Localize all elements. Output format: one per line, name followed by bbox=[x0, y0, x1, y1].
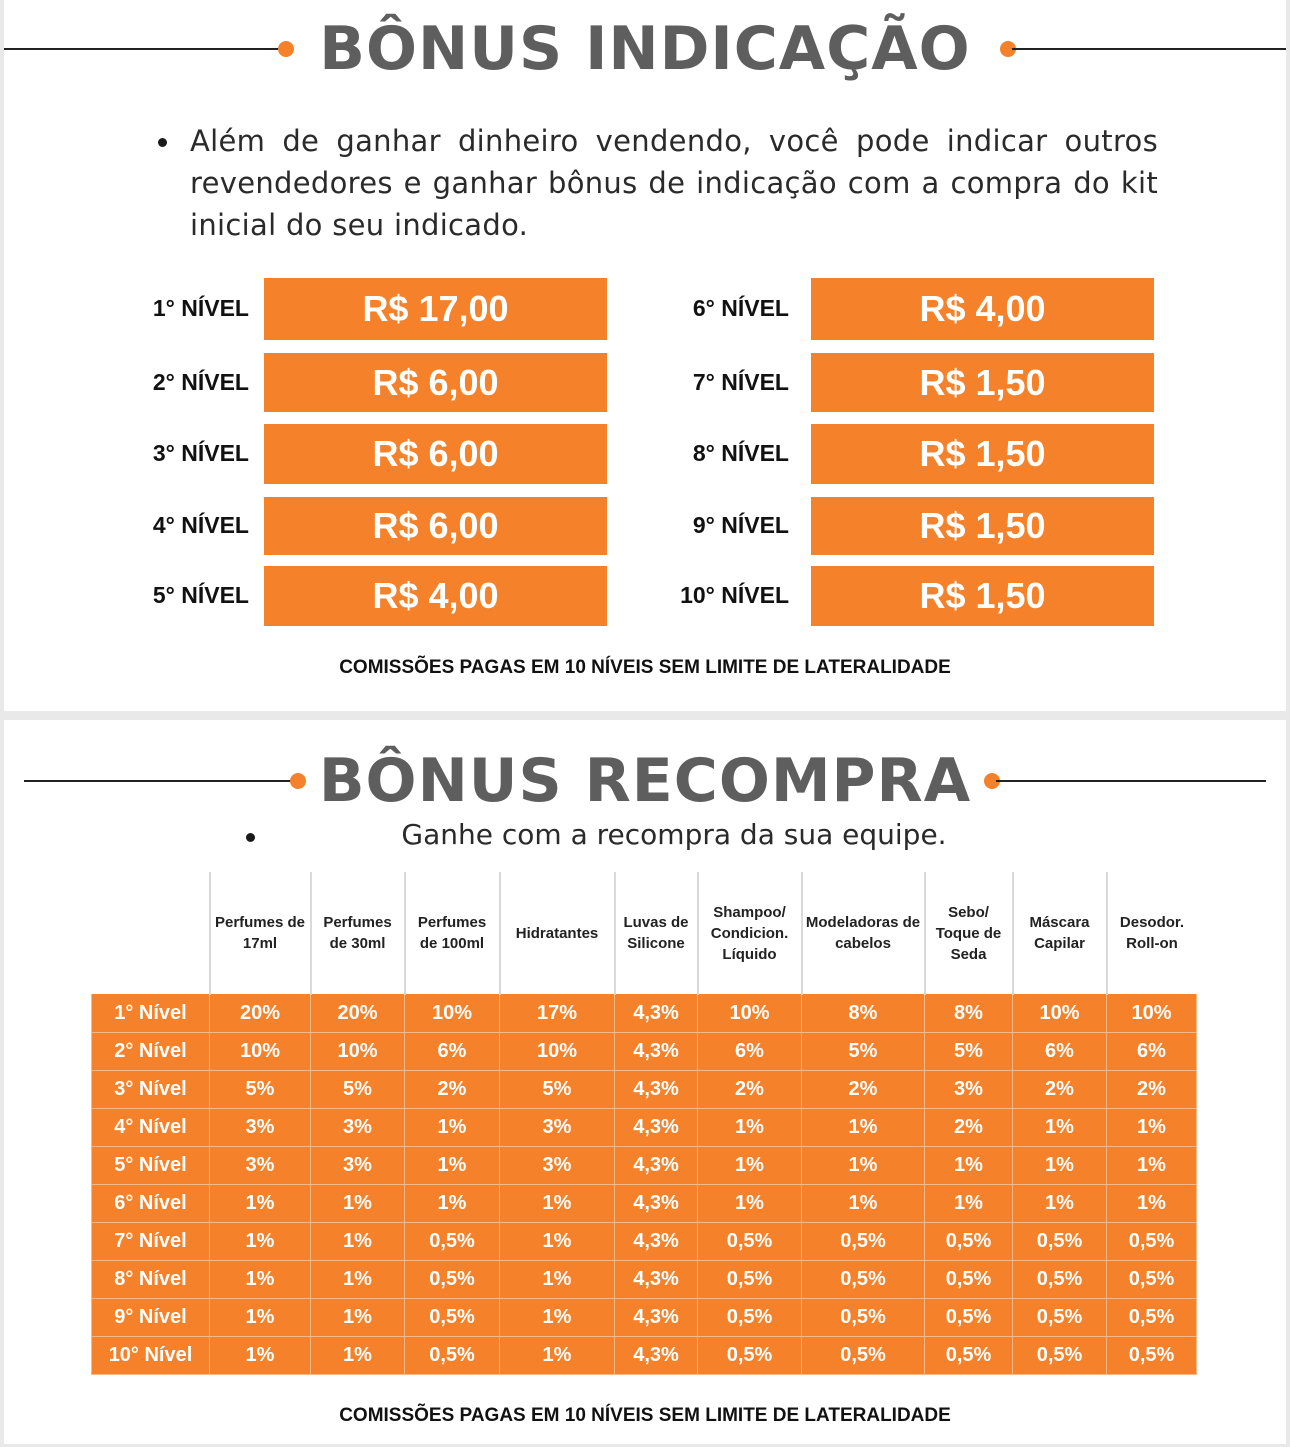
table-cell: 0,5% bbox=[405, 1299, 500, 1337]
level-value-box: R$ 1,50 bbox=[811, 353, 1154, 412]
subtitle: Ganhe com a recompra da sua equipe. bbox=[401, 818, 947, 851]
table-cell: 8% bbox=[802, 995, 925, 1033]
level-label: 4° NÍVEL bbox=[152, 512, 249, 538]
bullet bbox=[246, 833, 255, 842]
level-label: 5° NÍVEL bbox=[152, 582, 249, 608]
bonus-recompra-card bbox=[4, 720, 1286, 1444]
table-cell: 1% bbox=[500, 1261, 615, 1299]
table-row bbox=[92, 1033, 1197, 1071]
table-cell: 1% bbox=[1107, 1185, 1197, 1223]
table-cell: 0,5% bbox=[1013, 1223, 1107, 1261]
table-cell: 6% bbox=[405, 1033, 500, 1071]
bullet bbox=[158, 138, 167, 147]
level-label: 7° NÍVEL bbox=[692, 368, 789, 395]
table-cell: 1% bbox=[1013, 1109, 1107, 1147]
table-cell: 1% bbox=[698, 1147, 802, 1185]
column-header: Máscara Capilar bbox=[1013, 872, 1107, 995]
table-cell: 4,3% bbox=[615, 1261, 698, 1299]
table-cell: 1% bbox=[405, 1109, 500, 1147]
column-header: Perfumes de 30ml bbox=[311, 872, 405, 995]
table-cell: 0,5% bbox=[1107, 1261, 1197, 1299]
table-cell: 10% bbox=[500, 1033, 615, 1071]
table-row bbox=[92, 1147, 1197, 1185]
table-cell: 1% bbox=[1013, 1147, 1107, 1185]
row-level-label: 3° Nível bbox=[92, 1071, 210, 1109]
column-header: Perfumes de 100ml bbox=[405, 872, 500, 995]
section-header bbox=[4, 14, 1286, 84]
table-cell: 17% bbox=[500, 995, 615, 1033]
table-row bbox=[92, 1299, 1197, 1337]
level-label: 10° NÍVEL bbox=[680, 582, 789, 608]
column-header: Shampoo/ Condicion. Líquido bbox=[698, 872, 802, 995]
table-cell: 1% bbox=[1013, 1185, 1107, 1223]
table-cell: 10% bbox=[405, 995, 500, 1033]
table-cell: 0,5% bbox=[802, 1261, 925, 1299]
table-cell: 0,5% bbox=[405, 1261, 500, 1299]
column-header: Modeladoras de cabelos bbox=[802, 872, 925, 995]
table-cell: 0,5% bbox=[802, 1223, 925, 1261]
table-cell: 1% bbox=[802, 1109, 925, 1147]
recompra-table bbox=[91, 872, 1197, 1375]
table-cell: 2% bbox=[405, 1071, 500, 1109]
table-cell: 10% bbox=[1107, 995, 1197, 1033]
table-cell: 4,3% bbox=[615, 1223, 698, 1261]
table-cell: 1% bbox=[311, 1223, 405, 1261]
table-cell: 1% bbox=[1107, 1109, 1197, 1147]
column-header: Perfumes de 17ml bbox=[210, 872, 311, 995]
row-level-label: 7° Nível bbox=[92, 1223, 210, 1261]
table-cell: 4,3% bbox=[615, 1147, 698, 1185]
table-cell: 10% bbox=[1013, 995, 1107, 1033]
level-label: 6° NÍVEL bbox=[692, 295, 789, 321]
table-cell: 0,5% bbox=[698, 1223, 802, 1261]
column-header: Hidratantes bbox=[500, 872, 615, 995]
level-value-box: R$ 4,00 bbox=[811, 278, 1154, 340]
table-row bbox=[92, 1223, 1197, 1261]
table-cell: 0,5% bbox=[1013, 1337, 1107, 1375]
table-cell: 10% bbox=[311, 1033, 405, 1071]
table-cell: 0,5% bbox=[405, 1337, 500, 1375]
table-cell: 1% bbox=[210, 1261, 311, 1299]
table-cell: 3% bbox=[925, 1071, 1013, 1109]
table-cell: 1% bbox=[405, 1185, 500, 1223]
table-cell: 20% bbox=[210, 995, 311, 1033]
table-row bbox=[92, 1185, 1197, 1223]
table-cell: 0,5% bbox=[1107, 1223, 1197, 1261]
level-label: 1° NÍVEL bbox=[152, 295, 249, 321]
table-cell: 1% bbox=[802, 1147, 925, 1185]
table-cell: 0,5% bbox=[698, 1299, 802, 1337]
table-cell: 4,3% bbox=[615, 1337, 698, 1375]
table-cell: 4,3% bbox=[615, 1109, 698, 1147]
table-cell: 0,5% bbox=[925, 1337, 1013, 1375]
table-cell: 10% bbox=[698, 995, 802, 1033]
table-cell: 0,5% bbox=[802, 1337, 925, 1375]
row-level-label: 5° Nível bbox=[92, 1147, 210, 1185]
table-cell: 1% bbox=[311, 1185, 405, 1223]
table-cell: 3% bbox=[311, 1109, 405, 1147]
table-cell: 5% bbox=[210, 1071, 311, 1109]
table-cell: 0,5% bbox=[1107, 1337, 1197, 1375]
level-value-box: R$ 4,00 bbox=[264, 566, 607, 626]
table-cell: 5% bbox=[802, 1033, 925, 1071]
table-cell: 1% bbox=[311, 1299, 405, 1337]
column-header: Luvas de Silicone bbox=[615, 872, 698, 995]
table-cell: 5% bbox=[925, 1033, 1013, 1071]
table-cell: 1% bbox=[925, 1185, 1013, 1223]
level-value-box: R$ 6,00 bbox=[264, 353, 607, 412]
section-header bbox=[4, 746, 1286, 816]
table-cell: 8% bbox=[925, 995, 1013, 1033]
table-row bbox=[92, 1261, 1197, 1299]
table-row bbox=[92, 1071, 1197, 1109]
table-cell: 1% bbox=[925, 1147, 1013, 1185]
table-cell: 0,5% bbox=[925, 1261, 1013, 1299]
level-value-box: R$ 6,00 bbox=[264, 497, 607, 555]
table-cell: 3% bbox=[500, 1147, 615, 1185]
table-cell: 0,5% bbox=[1013, 1299, 1107, 1337]
table-cell: 1% bbox=[311, 1261, 405, 1299]
level-label: 9° NÍVEL bbox=[692, 512, 789, 538]
table-cell: 4,3% bbox=[615, 1071, 698, 1109]
table-row bbox=[92, 1109, 1197, 1147]
header-corner bbox=[92, 872, 210, 995]
table-cell: 1% bbox=[802, 1185, 925, 1223]
table-cell: 4,3% bbox=[615, 1299, 698, 1337]
level-value-box: R$ 6,00 bbox=[264, 424, 607, 484]
table-cell: 2% bbox=[802, 1071, 925, 1109]
level-value-box: R$ 17,00 bbox=[264, 278, 607, 340]
intro-text: Além de ganhar dinheiro vendendo, você pode indicar outros revendedores e ganhar bônus de indicação com a compra do kit inicial do seu indicado. bbox=[190, 124, 1158, 242]
table-cell: 1% bbox=[500, 1185, 615, 1223]
table-row bbox=[92, 995, 1197, 1033]
row-level-label: 9° Nível bbox=[92, 1299, 210, 1337]
section-title: BÔNUS RECOMPRA bbox=[318, 746, 972, 816]
level-label: 3° NÍVEL bbox=[152, 440, 249, 466]
level-label: 2° NÍVEL bbox=[152, 368, 249, 395]
level-label: 8° NÍVEL bbox=[692, 440, 789, 466]
table-row bbox=[92, 1337, 1197, 1375]
table-cell: 4,3% bbox=[615, 1185, 698, 1223]
table-cell: 1% bbox=[1107, 1147, 1197, 1185]
level-value-box: R$ 1,50 bbox=[811, 566, 1154, 626]
table-cell: 2% bbox=[1107, 1071, 1197, 1109]
table-cell: 1% bbox=[698, 1185, 802, 1223]
table-cell: 3% bbox=[311, 1147, 405, 1185]
table-cell: 0,5% bbox=[1013, 1261, 1107, 1299]
table-cell: 0,5% bbox=[925, 1299, 1013, 1337]
header-rule-right bbox=[1012, 48, 1286, 50]
table-cell: 2% bbox=[698, 1071, 802, 1109]
table-cell: 2% bbox=[1013, 1071, 1107, 1109]
level-value-box: R$ 1,50 bbox=[811, 497, 1154, 555]
table-cell: 1% bbox=[210, 1337, 311, 1375]
table-cell: 0,5% bbox=[925, 1223, 1013, 1261]
table-cell: 6% bbox=[1013, 1033, 1107, 1071]
table-cell: 0,5% bbox=[698, 1337, 802, 1375]
table-cell: 10% bbox=[210, 1033, 311, 1071]
table-cell: 1% bbox=[698, 1109, 802, 1147]
table-cell: 1% bbox=[500, 1299, 615, 1337]
table-cell: 3% bbox=[210, 1109, 311, 1147]
table-cell: 0,5% bbox=[698, 1261, 802, 1299]
table-cell: 3% bbox=[500, 1109, 615, 1147]
column-header: Desodor. Roll-on bbox=[1107, 872, 1197, 995]
section-title: BÔNUS INDICAÇÃO bbox=[319, 14, 971, 84]
table-cell: 1% bbox=[210, 1223, 311, 1261]
table-cell: 4,3% bbox=[615, 995, 698, 1033]
row-level-label: 10° Nível bbox=[92, 1337, 210, 1375]
column-header: Sebo/ Toque de Seda bbox=[925, 872, 1013, 995]
table-cell: 1% bbox=[210, 1299, 311, 1337]
table-cell: 20% bbox=[311, 995, 405, 1033]
table-cell: 1% bbox=[210, 1185, 311, 1223]
table-cell: 1% bbox=[405, 1147, 500, 1185]
footnote: COMISSÕES PAGAS EM 10 NÍVEIS SEM LIMITE DE LATERALIDADE bbox=[339, 1405, 951, 1426]
bonus-indicacao-card bbox=[4, 0, 1286, 711]
table-cell: 0,5% bbox=[1107, 1299, 1197, 1337]
table-cell: 6% bbox=[698, 1033, 802, 1071]
row-level-label: 1° Nível bbox=[92, 995, 210, 1033]
level-value-box: R$ 1,50 bbox=[811, 424, 1154, 484]
table-cell: 6% bbox=[1107, 1033, 1197, 1071]
row-level-label: 8° Nível bbox=[92, 1261, 210, 1299]
table-cell: 5% bbox=[500, 1071, 615, 1109]
row-level-label: 4° Nível bbox=[92, 1109, 210, 1147]
table-cell: 0,5% bbox=[802, 1299, 925, 1337]
row-level-label: 2° Nível bbox=[92, 1033, 210, 1071]
table-cell: 1% bbox=[500, 1337, 615, 1375]
header-rule-right bbox=[996, 780, 1266, 782]
table-cell: 0,5% bbox=[405, 1223, 500, 1261]
table-cell: 5% bbox=[311, 1071, 405, 1109]
table-cell: 1% bbox=[311, 1337, 405, 1375]
table-cell: 4,3% bbox=[615, 1033, 698, 1071]
table-cell: 2% bbox=[925, 1109, 1013, 1147]
row-level-label: 6° Nível bbox=[92, 1185, 210, 1223]
table-cell: 1% bbox=[500, 1223, 615, 1261]
footnote: COMISSÕES PAGAS EM 10 NÍVEIS SEM LIMITE DE LATERALIDADE bbox=[339, 657, 951, 678]
table-cell: 3% bbox=[210, 1147, 311, 1185]
